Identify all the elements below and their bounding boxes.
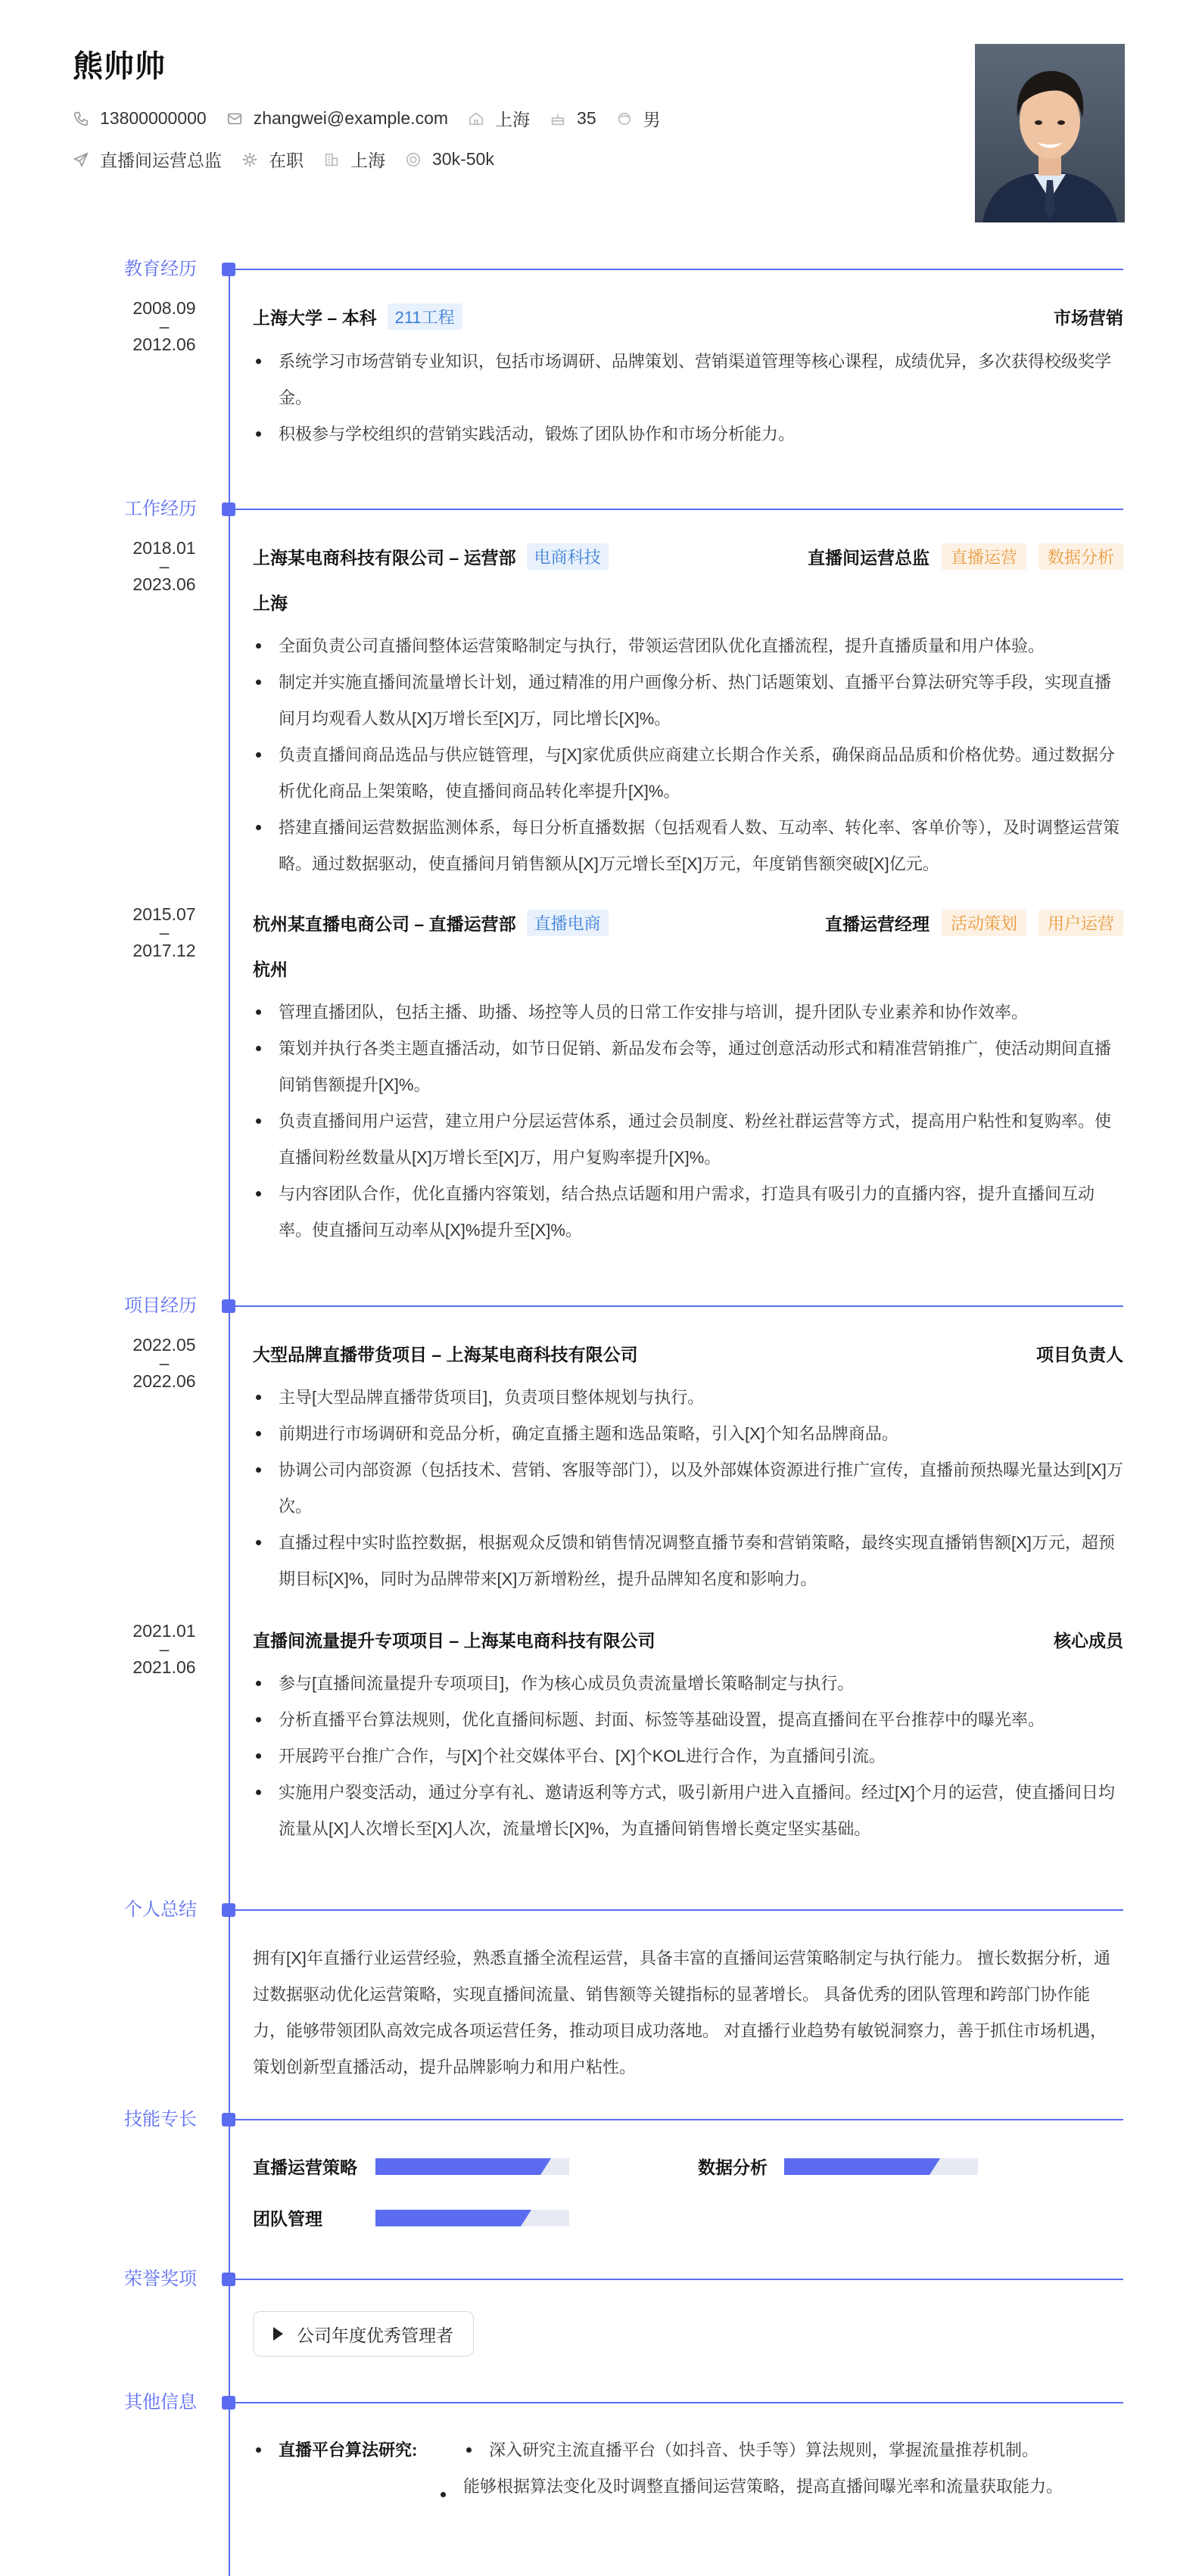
status-item <box>241 147 304 172</box>
status-text: 在职 <box>269 151 304 170</box>
skill-bar-fill <box>375 2210 521 2226</box>
list-item: 积极参与学校组织的营销实践活动，锻炼了团队协作和市场分析能力。 <box>253 416 1123 453</box>
list-item: 管理直播团队，包括主播、助播、场控等人员的日常工作安排与培训，提升团队专业素养和协作效率。 <box>253 994 1123 1031</box>
list-item: 参与[直播间流量提升专项项目]，作为核心成员负责流量增长策略制定与执行。 <box>253 1666 1123 1702</box>
status-icon <box>241 151 258 168</box>
date-dash: – <box>159 1639 170 1659</box>
list-item: 搭建直播间运营数据监测体系，每日分析直播数据（包括观看人数、互动率、转化率、客单价等），及时调整运营策略。通过数据驱动，使直播间月销售额从[X]万元增长至[X]万元，年度销售额突破[X]亿元。 <box>253 810 1123 882</box>
gender-icon <box>616 110 633 127</box>
position-title: 直播运营经理 <box>824 913 930 934</box>
project-date <box>119 1622 210 1676</box>
section-other-title: 其他信息 <box>124 2392 197 2413</box>
section-education-header <box>0 258 1202 281</box>
section-divider <box>235 1305 1123 1307</box>
skill-item <box>253 2154 569 2179</box>
gender-text: 男 <box>643 110 661 129</box>
project-bullets <box>253 1666 1123 1847</box>
list-item: 能够根据算法变化及时调整直播间运营策略，提高直播间曝光率和流量获取能力。 <box>438 2477 1063 2496</box>
target-city-item <box>323 147 385 172</box>
date-end: 2012.06 <box>132 334 196 354</box>
section-divider <box>235 2119 1123 2120</box>
candidate-name: 熊帅帅 <box>73 50 166 83</box>
building-icon <box>323 151 340 168</box>
project-role: 项目负责人 <box>1036 1344 1123 1364</box>
date-end: 2022.06 <box>132 1371 196 1391</box>
work-bullets <box>253 994 1123 1249</box>
work-city: 杭州 <box>253 960 288 979</box>
date-dash: – <box>159 922 170 942</box>
section-education-title: 教育经历 <box>124 259 197 279</box>
section-other-header <box>0 2391 1202 2414</box>
work-date <box>119 905 210 960</box>
skill-name: 直播运营策略 <box>253 2158 357 2177</box>
skill-bar-fill <box>784 2158 930 2175</box>
timeline-line <box>229 265 230 2576</box>
section-marker <box>222 263 235 276</box>
project-bullets <box>253 1380 1123 1598</box>
skill-bar <box>375 2210 569 2226</box>
section-marker <box>222 1903 235 1917</box>
target-position-text: 直播间运营总监 <box>100 151 222 170</box>
salary-text: 30k-50k <box>432 149 494 169</box>
skill-name: 团队管理 <box>253 2209 322 2229</box>
skill-tag: 活动策划 <box>942 910 1026 936</box>
project-entry-header <box>253 1338 1123 1368</box>
list-item: 实施用户裂变活动，通过分享有礼、邀请返利等方式，吸引新用户进入直播间。经过[X]个月的运营，使直播间日均流量从[X]人次增长至[X]人次，流量增长[X]%，为直播间销售增长奠定坚实基础。 <box>253 1775 1123 1847</box>
education-entry-header <box>253 301 1123 331</box>
skill-item <box>253 2205 569 2230</box>
play-icon <box>273 2327 283 2341</box>
section-divider <box>235 2402 1123 2403</box>
phone-text: 13800000000 <box>100 108 207 128</box>
section-summary-title: 个人总结 <box>124 1899 197 1920</box>
list-item: 直播过程中实时监控数据，根据观众反馈和销售情况调整直播节奏和营销策略，最终实现直播销售额[X]万元，超预期目标[X]%，同时为品牌带来[X]万新增粉丝，提升品牌知名度和影响力。 <box>253 1525 1123 1598</box>
summary-text: 拥有[X]年直播行业运营经验，熟悉直播全流程运营，具备丰富的直播间运营策略制定与执行能力。 擅长数据分析，通过数据驱动优化运营策略，实现直播间流量、销售额等关键指标的显著增长。 具备优秀的团队管理和跨部门协作能力，能够带领团队高效完成各项运营任务，推动项目成功落地。 对直播行业趋势有敏锐洞察力，善于抓住市场机遇，策划创新型直播活动，提升品牌影响力和用户粘性。 <box>253 1949 1111 2077</box>
industry-tag: 直播电商 <box>527 910 609 936</box>
bullet-dot <box>256 2447 261 2453</box>
skill-bar <box>784 2158 978 2175</box>
list-item: 负责直播间商品选品与供应链管理，与[X]家优质供应商建立长期合作关系，确保商品品质和价格优势。通过数据分析优化商品上架策略，使直播间商品转化率提升[X]%。 <box>253 737 1123 810</box>
section-projects-header <box>0 1295 1202 1318</box>
skill-tag: 用户运营 <box>1039 910 1123 936</box>
section-marker <box>222 502 235 516</box>
work-entry-header <box>253 541 1123 571</box>
section-divider <box>235 269 1123 270</box>
company-name: 上海某电商科技有限公司 – 运营部 <box>253 547 516 568</box>
skill-tag: 直播运营 <box>942 543 1026 570</box>
list-item: 前期进行市场调研和竞品分析，确定直播主题和选品策略，引入[X]个知名品牌商品。 <box>253 1416 1123 1452</box>
section-marker <box>222 2113 235 2126</box>
section-divider <box>235 1909 1123 1911</box>
section-skills-header <box>0 2108 1202 2131</box>
major: 市场营销 <box>1054 307 1123 328</box>
cake-icon <box>550 110 566 127</box>
section-work-header <box>0 498 1202 521</box>
work-city: 上海 <box>253 593 288 613</box>
date-start: 2022.05 <box>132 1335 196 1355</box>
location-text: 上海 <box>495 110 531 129</box>
award-text: 公司年度优秀管理者 <box>297 2325 453 2345</box>
list-item: 策划并执行各类主题直播活动，如节日促销、新品发布会等，通过创意活动形式和精准营销推广，使活动期间直播间销售额提升[X]%。 <box>253 1031 1123 1103</box>
list-item: 协调公司内部资源（包括技术、营销、客服等部门），以及外部媒体资源进行推广宣传，直播前预热曝光量达到[X]万次。 <box>253 1452 1123 1525</box>
location-item <box>468 106 530 131</box>
mail-icon <box>226 110 243 127</box>
section-marker <box>222 2273 235 2286</box>
phone-item <box>73 108 207 129</box>
section-skills-title: 技能专长 <box>124 2109 197 2130</box>
work-date <box>119 539 210 593</box>
position-title: 直播间运营总监 <box>807 547 930 568</box>
send-icon <box>73 151 89 168</box>
contact-row <box>73 106 680 131</box>
other-info <box>253 2432 1123 2505</box>
list-item: 负责直播间用户运营，建立用户分层运营体系，通过会员制度、粉丝社群运营等方式，提高用户粘性和复购率。使直播间粉丝数量从[X]万增长至[X]万，用户复购率提升[X]%。 <box>253 1103 1123 1176</box>
section-work-title: 工作经历 <box>124 499 197 519</box>
skill-name: 数据分析 <box>698 2158 768 2177</box>
home-icon <box>468 110 484 127</box>
skill-bar <box>375 2158 569 2175</box>
section-summary-header <box>0 1899 1202 1921</box>
section-divider <box>235 2279 1123 2280</box>
age-text: 35 <box>577 108 596 128</box>
email-item <box>226 108 448 129</box>
email-text: zhangwei@example.com <box>253 108 449 128</box>
gender-item <box>616 106 661 131</box>
skill-bar-fill <box>375 2158 540 2175</box>
section-projects-title: 项目经历 <box>124 1296 197 1316</box>
list-item: 深入研究主流直播平台（如抖音、快手等）算法规则，掌握流量推荐机制。 <box>463 2432 1039 2469</box>
date-end: 2023.06 <box>132 574 196 594</box>
section-divider <box>235 509 1123 510</box>
target-position-item <box>73 147 222 172</box>
phone-icon <box>73 110 89 127</box>
list-item: 全面负责公司直播间整体运营策略制定与执行，带领运营团队优化直播流程，提升直播质量和用户体验。 <box>253 628 1123 664</box>
award-chip <box>253 2311 474 2357</box>
money-icon <box>405 151 422 168</box>
section-awards-header <box>0 2268 1202 2291</box>
list-item: 与内容团队合作，优化直播内容策划，结合热点话题和用户需求，打造具有吸引力的直播内容，提升直播间互动率。使直播间互动率从[X]%提升至[X]%。 <box>253 1176 1123 1249</box>
other-info-title: 直播平台算法研究: <box>279 2441 418 2459</box>
date-dash: – <box>159 1353 170 1373</box>
date-end: 2021.06 <box>132 1657 196 1677</box>
industry-tag: 电商科技 <box>527 543 609 570</box>
list-item: 开展跨平台推广合作，与[X]个社交媒体平台、[X]个KOL进行合作，为直播间引流。 <box>253 1738 1123 1775</box>
project-name: 大型品牌直播带货项目 – 上海某电商科技有限公司 <box>253 1344 638 1364</box>
work-bullets <box>253 628 1123 882</box>
age-item <box>550 108 596 129</box>
list-item: 制定并实施直播间流量增长计划，通过精准的用户画像分析、热门话题策划、直播平台算法研究等手段，实现直播间月均观看人数从[X]万增长至[X]万，同比增长[X]%。 <box>253 664 1123 737</box>
section-awards-title: 荣誉奖项 <box>124 2269 197 2289</box>
date-start: 2015.07 <box>132 904 196 924</box>
project-entry-header <box>253 1624 1123 1654</box>
section-marker <box>222 1299 235 1313</box>
date-start: 2021.01 <box>132 1621 196 1641</box>
profile-photo <box>975 44 1125 222</box>
list-item: 分析直播平台算法规则，优化直播间标题、封面、标签等基础设置，提高直播间在平台推荐中的曝光率。 <box>253 1702 1123 1738</box>
date-start: 2008.09 <box>132 298 196 318</box>
education-date <box>119 299 210 353</box>
list-item: 主导[大型品牌直播带货项目]，负责项目整体规划与执行。 <box>253 1380 1123 1416</box>
project-role: 核心成员 <box>1054 1630 1123 1650</box>
school-tag: 211工程 <box>388 303 462 330</box>
salary-item <box>405 149 494 170</box>
project-date <box>119 1336 210 1390</box>
intent-row <box>73 147 514 172</box>
project-name: 直播间流量提升专项项目 – 上海某电商科技有限公司 <box>253 1630 655 1650</box>
school-name: 上海大学 – 本科 <box>253 307 377 328</box>
date-end: 2017.12 <box>132 941 196 960</box>
company-name: 杭州某直播电商公司 – 直播运营部 <box>253 913 516 934</box>
skill-item <box>698 2154 978 2179</box>
section-marker <box>222 2396 235 2410</box>
date-dash: – <box>159 556 170 576</box>
education-bullets <box>253 344 1123 453</box>
target-city-text: 上海 <box>350 151 385 170</box>
date-start: 2018.01 <box>132 538 196 558</box>
date-dash: – <box>159 316 170 336</box>
list-item: 系统学习市场营销专业知识，包括市场调研、品牌策划、营销渠道管理等核心课程，成绩优异，多次获得校级奖学金。 <box>253 344 1123 416</box>
skill-tag: 数据分析 <box>1039 543 1123 570</box>
work-entry-header <box>253 907 1123 938</box>
